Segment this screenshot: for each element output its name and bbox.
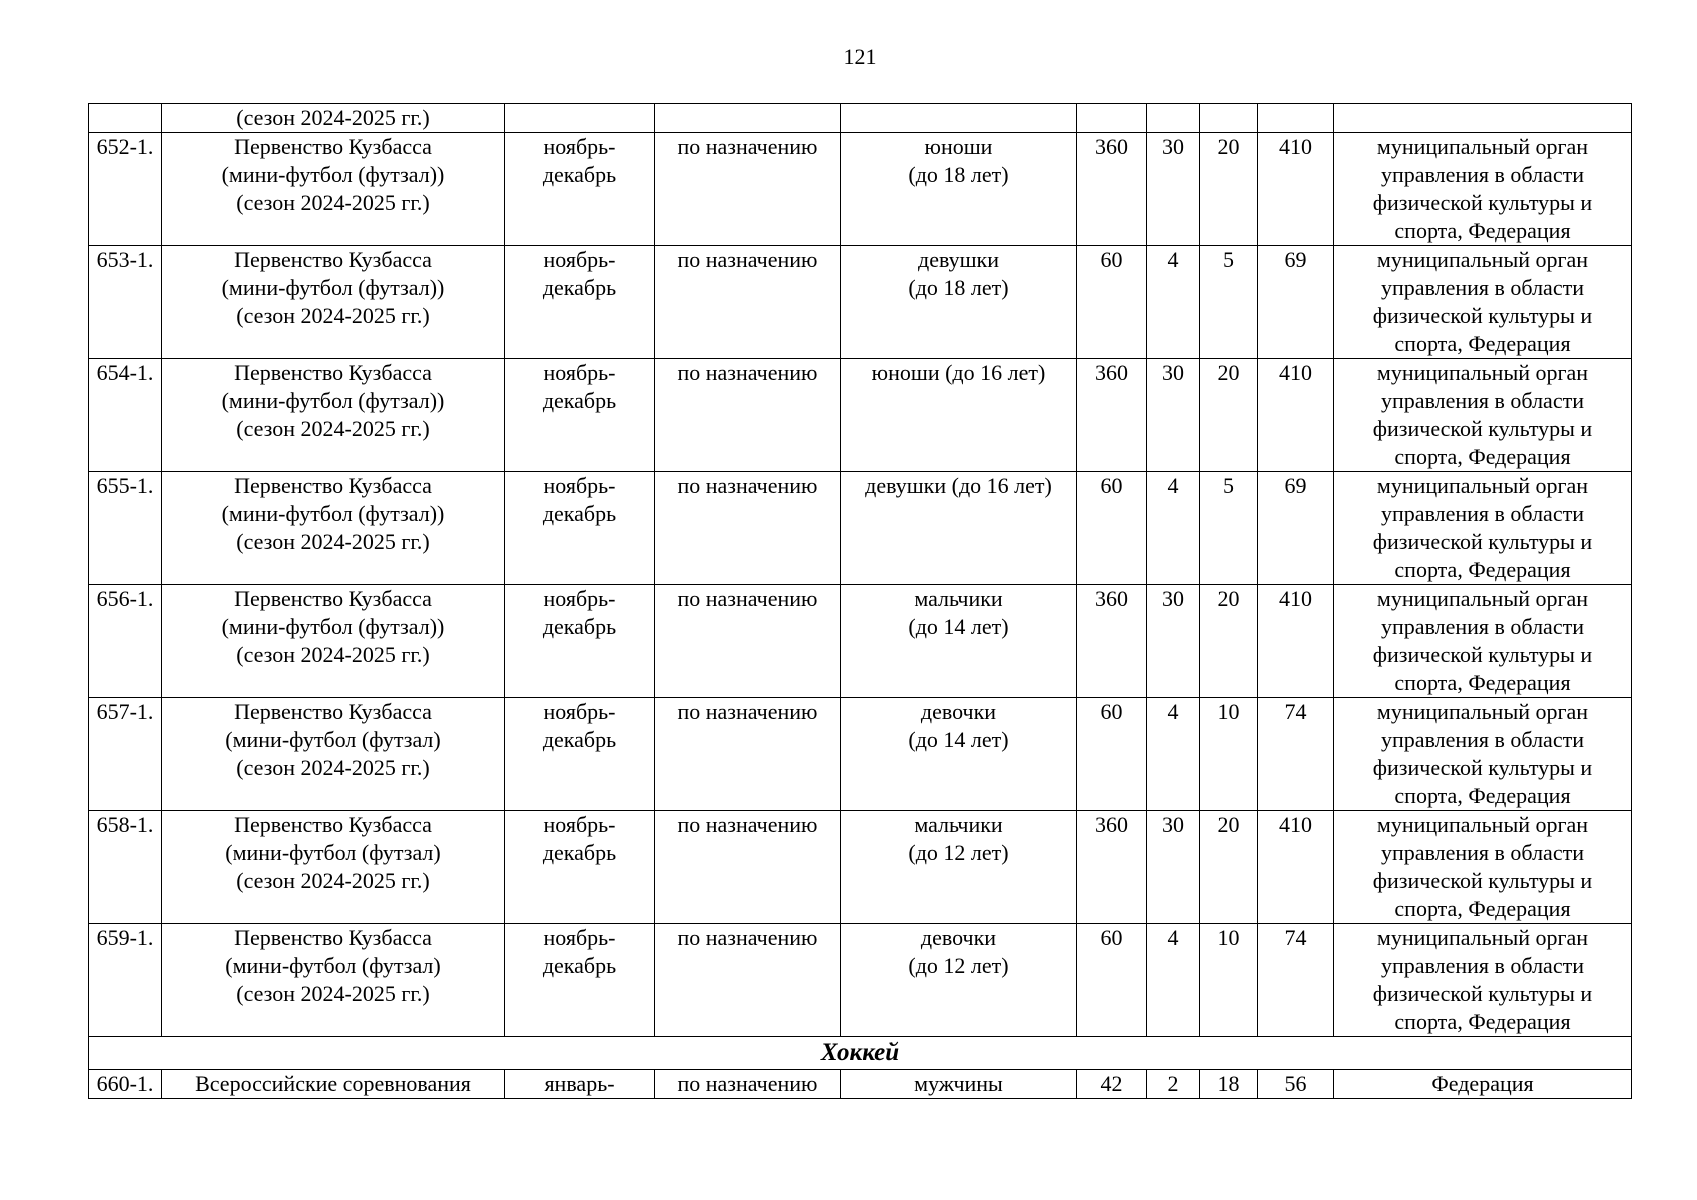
cell-c1 bbox=[1077, 1070, 1147, 1099]
cell-line: муниципальный орган bbox=[1376, 360, 1589, 385]
cell-dates bbox=[505, 246, 655, 359]
cell-organizer bbox=[1334, 104, 1632, 133]
cell-participants bbox=[841, 698, 1077, 811]
cell-line: декабрь bbox=[542, 614, 617, 639]
cell-line: спорта, Федерация bbox=[1394, 896, 1571, 921]
cell-num: 654-1. bbox=[89, 359, 162, 472]
cell-c4 bbox=[1258, 811, 1334, 924]
cell-line: 20 bbox=[1217, 134, 1240, 159]
cell-line: ноябрь- bbox=[543, 473, 616, 498]
cell-line: (сезон 2024-2025 гг.) bbox=[236, 868, 430, 893]
cell-line: декабрь bbox=[542, 162, 617, 187]
cell-line: спорта, Федерация bbox=[1394, 444, 1571, 469]
cell-c3 bbox=[1200, 104, 1258, 133]
cell-organizer bbox=[1334, 133, 1632, 246]
events-table bbox=[88, 103, 1632, 1099]
cell-name bbox=[162, 585, 505, 698]
cell-line: Первенство Кузбасса bbox=[234, 812, 432, 837]
cell-participants bbox=[841, 133, 1077, 246]
cell-venue bbox=[655, 246, 841, 359]
cell-name bbox=[162, 811, 505, 924]
cell-dates bbox=[505, 133, 655, 246]
cell-dates bbox=[505, 811, 655, 924]
cell-line: 4 bbox=[1167, 247, 1179, 272]
cell-line: 30 bbox=[1162, 586, 1184, 611]
cell-num: 658-1. bbox=[89, 811, 162, 924]
cell-c1 bbox=[1077, 924, 1147, 1037]
cell-line: 360 bbox=[1095, 812, 1128, 837]
cell-line: по назначению bbox=[677, 925, 818, 950]
cell-line: (мини-футбол (футзал) bbox=[225, 953, 441, 978]
cell-line: по назначению bbox=[677, 699, 818, 724]
cell-line: спорта, Федерация bbox=[1394, 1009, 1571, 1034]
cell-line: физической культуры и bbox=[1372, 529, 1593, 554]
cell-line: 60 bbox=[1100, 247, 1123, 272]
section-row bbox=[89, 1037, 1632, 1070]
cell-line: Первенство Кузбасса bbox=[234, 247, 432, 272]
cell-line: юноши bbox=[924, 134, 993, 159]
cell-participants bbox=[841, 104, 1077, 133]
table-row bbox=[89, 585, 1632, 698]
cell-line: Первенство Кузбасса bbox=[234, 586, 432, 611]
cell-c4 bbox=[1258, 698, 1334, 811]
cell-line: по назначению bbox=[677, 134, 818, 159]
cell-c2 bbox=[1147, 359, 1200, 472]
cell-line: Первенство Кузбасса bbox=[234, 473, 432, 498]
cell-line: спорта, Федерация bbox=[1394, 557, 1571, 582]
cell-line: 60 bbox=[1100, 473, 1123, 498]
cell-name bbox=[162, 1070, 505, 1099]
cell-organizer bbox=[1334, 359, 1632, 472]
cell-name bbox=[162, 246, 505, 359]
table-row bbox=[89, 472, 1632, 585]
cell-line: 30 bbox=[1162, 360, 1184, 385]
cell-c4 bbox=[1258, 246, 1334, 359]
cell-organizer bbox=[1334, 585, 1632, 698]
cell-c1 bbox=[1077, 359, 1147, 472]
cell-participants bbox=[841, 811, 1077, 924]
cell-line: январь- bbox=[544, 1071, 615, 1096]
cell-line: декабрь bbox=[542, 953, 617, 978]
cell-line: физической культуры и bbox=[1372, 981, 1593, 1006]
cell-c2 bbox=[1147, 811, 1200, 924]
cell-line: управления в области bbox=[1381, 727, 1584, 752]
cell-line: 410 bbox=[1279, 812, 1312, 837]
cell-line: (сезон 2024-2025 гг.) bbox=[236, 642, 430, 667]
cell-line: по назначению bbox=[677, 473, 818, 498]
cell-line: спорта, Федерация bbox=[1394, 331, 1571, 356]
cell-line: Первенство Кузбасса bbox=[234, 360, 432, 385]
cell-line: девочки bbox=[920, 699, 997, 724]
cell-num: 655-1. bbox=[89, 472, 162, 585]
cell-c2 bbox=[1147, 472, 1200, 585]
cell-line: 4 bbox=[1167, 473, 1179, 498]
cell-line: муниципальный орган bbox=[1376, 812, 1589, 837]
cell-line: мужчины bbox=[914, 1071, 1003, 1096]
cell-line: спорта, Федерация bbox=[1394, 783, 1571, 808]
cell-line: по назначению bbox=[677, 1071, 818, 1096]
cell-line: физической культуры и bbox=[1372, 642, 1593, 667]
cell-line: 20 bbox=[1217, 586, 1240, 611]
cell-dates bbox=[505, 472, 655, 585]
cell-c2 bbox=[1147, 104, 1200, 133]
cell-line: 4 bbox=[1167, 699, 1179, 724]
cell-line: по назначению bbox=[677, 247, 818, 272]
cell-dates bbox=[505, 359, 655, 472]
cell-line: ноябрь- bbox=[543, 812, 616, 837]
cell-line: управления в области bbox=[1381, 840, 1584, 865]
cell-participants bbox=[841, 472, 1077, 585]
cell-line: (до 18 лет) bbox=[908, 275, 1009, 300]
cell-line: (мини-футбол (футзал)) bbox=[221, 501, 445, 526]
cell-venue bbox=[655, 472, 841, 585]
cell-c1 bbox=[1077, 585, 1147, 698]
cell-c4 bbox=[1258, 359, 1334, 472]
cell-venue bbox=[655, 133, 841, 246]
cell-line: 74 bbox=[1284, 925, 1307, 950]
cell-line: (сезон 2024-2025 гг.) bbox=[236, 981, 430, 1006]
cell-c2 bbox=[1147, 133, 1200, 246]
cell-num: 656-1. bbox=[89, 585, 162, 698]
cell-line: по назначению bbox=[677, 586, 818, 611]
cell-line: муниципальный орган bbox=[1376, 134, 1589, 159]
cell-line: 2 bbox=[1167, 1071, 1179, 1096]
cell-line: 60 bbox=[1100, 925, 1123, 950]
cell-c1 bbox=[1077, 246, 1147, 359]
table-row bbox=[89, 1070, 1632, 1099]
cell-name bbox=[162, 133, 505, 246]
cell-line: управления в области bbox=[1381, 501, 1584, 526]
cell-line: 10 bbox=[1217, 925, 1240, 950]
cell-line: девушки (до 16 лет) bbox=[865, 473, 1052, 498]
table-body bbox=[89, 104, 1632, 1099]
cell-name: (сезон 2024-2025 гг.) bbox=[162, 104, 505, 133]
page-number: 121 bbox=[843, 44, 877, 69]
cell-line: 5 bbox=[1223, 473, 1234, 498]
cell-venue bbox=[655, 924, 841, 1037]
cell-line: (сезон 2024-2025 гг.) bbox=[236, 190, 430, 215]
cell-line: физической культуры и bbox=[1372, 303, 1593, 328]
cell-num: 652-1. bbox=[89, 133, 162, 246]
cell-line: физической культуры и bbox=[1372, 868, 1593, 893]
cell-line: ноябрь- bbox=[543, 360, 616, 385]
cell-line: 360 bbox=[1095, 134, 1128, 159]
cell-line: 69 bbox=[1284, 247, 1307, 272]
cell-line: (мини-футбол (футзал)) bbox=[221, 614, 445, 639]
cell-dates bbox=[505, 924, 655, 1037]
cell-venue bbox=[655, 585, 841, 698]
cell-dates bbox=[505, 585, 655, 698]
cell-line: Федерация bbox=[1431, 1071, 1534, 1096]
cell-line: ноябрь- bbox=[543, 586, 616, 611]
cell-line: (до 12 лет) bbox=[908, 953, 1009, 978]
cell-venue bbox=[655, 104, 841, 133]
section-title: Хоккей bbox=[89, 1037, 1632, 1070]
cell-dates bbox=[505, 698, 655, 811]
cell-line: 42 bbox=[1100, 1071, 1123, 1096]
cell-line: (сезон 2024-2025 гг.) bbox=[236, 529, 430, 554]
cell-c3 bbox=[1200, 472, 1258, 585]
cell-name bbox=[162, 359, 505, 472]
cell-line: муниципальный орган bbox=[1376, 699, 1589, 724]
cell-line: декабрь bbox=[542, 388, 617, 413]
cell-line: (до 14 лет) bbox=[908, 614, 1009, 639]
cell-line: 410 bbox=[1279, 134, 1312, 159]
table-row bbox=[89, 359, 1632, 472]
cell-c2 bbox=[1147, 698, 1200, 811]
cell-line: физической культуры и bbox=[1372, 755, 1593, 780]
cell-venue bbox=[655, 698, 841, 811]
cell-dates bbox=[505, 1070, 655, 1099]
table-row bbox=[89, 698, 1632, 811]
cell-name bbox=[162, 924, 505, 1037]
cell-line: муниципальный орган bbox=[1376, 247, 1589, 272]
cell-c3 bbox=[1200, 133, 1258, 246]
cell-participants bbox=[841, 924, 1077, 1037]
cell-c4 bbox=[1258, 472, 1334, 585]
cell-line: 69 bbox=[1284, 473, 1307, 498]
cell-c3 bbox=[1200, 585, 1258, 698]
cell-line: (мини-футбол (футзал) bbox=[225, 840, 441, 865]
cell-participants bbox=[841, 246, 1077, 359]
cell-line: 30 bbox=[1162, 812, 1184, 837]
cell-line: муниципальный орган bbox=[1376, 586, 1589, 611]
cell-line: 30 bbox=[1162, 134, 1184, 159]
cell-c3 bbox=[1200, 924, 1258, 1037]
cell-line: декабрь bbox=[542, 840, 617, 865]
cell-c4 bbox=[1258, 924, 1334, 1037]
cell-num: 653-1. bbox=[89, 246, 162, 359]
cell-line: ноябрь- bbox=[543, 247, 616, 272]
cell-line: девушки bbox=[918, 247, 999, 272]
cell-line: управления в области bbox=[1381, 275, 1584, 300]
cell-line: по назначению bbox=[677, 360, 818, 385]
table-row bbox=[89, 924, 1632, 1037]
cell-name bbox=[162, 698, 505, 811]
cell-line: Первенство Кузбасса bbox=[234, 925, 432, 950]
cell-organizer bbox=[1334, 811, 1632, 924]
cell-line: (сезон 2024-2025 гг.) bbox=[236, 303, 430, 328]
cell-organizer bbox=[1334, 472, 1632, 585]
cell-dates bbox=[505, 104, 655, 133]
cell-line: ноябрь- bbox=[543, 699, 616, 724]
cell-participants bbox=[841, 359, 1077, 472]
cell-participants bbox=[841, 585, 1077, 698]
cell-line: мальчики bbox=[914, 586, 1003, 611]
cell-line: 4 bbox=[1167, 925, 1179, 950]
cell-c2 bbox=[1147, 585, 1200, 698]
cell-line: 360 bbox=[1095, 586, 1128, 611]
cell-line: 5 bbox=[1223, 247, 1234, 272]
cell-line: (до 12 лет) bbox=[908, 840, 1009, 865]
cell-line: (до 14 лет) bbox=[908, 727, 1009, 752]
cell-c4 bbox=[1258, 1070, 1334, 1099]
cell-c4 bbox=[1258, 104, 1334, 133]
cell-c3 bbox=[1200, 359, 1258, 472]
cell-line: (мини-футбол (футзал) bbox=[225, 727, 441, 752]
cell-line: (сезон 2024-2025 гг.) bbox=[236, 416, 430, 441]
cell-num: 660-1. bbox=[89, 1070, 162, 1099]
cell-line: юноши (до 16 лет) bbox=[871, 360, 1046, 385]
cell-line: (мини-футбол (футзал)) bbox=[221, 388, 445, 413]
cell-line: спорта, Федерация bbox=[1394, 218, 1571, 243]
cell-line: декабрь bbox=[542, 501, 617, 526]
table-row bbox=[89, 811, 1632, 924]
cell-c4 bbox=[1258, 585, 1334, 698]
cell-c1 bbox=[1077, 104, 1147, 133]
cell-line: 20 bbox=[1217, 812, 1240, 837]
cell-line: по назначению bbox=[677, 812, 818, 837]
cell-organizer bbox=[1334, 924, 1632, 1037]
cell-line: муниципальный орган bbox=[1376, 925, 1589, 950]
cell-c1 bbox=[1077, 698, 1147, 811]
cell-line: девочки bbox=[920, 925, 997, 950]
cell-line: спорта, Федерация bbox=[1394, 670, 1571, 695]
cell-line: 10 bbox=[1217, 699, 1240, 724]
cell-c2 bbox=[1147, 1070, 1200, 1099]
cell-c3 bbox=[1200, 1070, 1258, 1099]
cell-num: 659-1. bbox=[89, 924, 162, 1037]
cell-name bbox=[162, 472, 505, 585]
cell-c1 bbox=[1077, 811, 1147, 924]
cell-line: 18 bbox=[1217, 1071, 1240, 1096]
cell-c4 bbox=[1258, 133, 1334, 246]
cell-line: Первенство Кузбасса bbox=[234, 134, 432, 159]
cell-line: управления в области bbox=[1381, 614, 1584, 639]
cell-venue bbox=[655, 811, 841, 924]
cell-num: 657-1. bbox=[89, 698, 162, 811]
cell-line: физической культуры и bbox=[1372, 416, 1593, 441]
table-row bbox=[89, 246, 1632, 359]
cell-line: 56 bbox=[1284, 1071, 1307, 1096]
cell-c3 bbox=[1200, 698, 1258, 811]
cell-c3 bbox=[1200, 246, 1258, 359]
cell-line: мальчики bbox=[914, 812, 1003, 837]
cell-line: управления в области bbox=[1381, 162, 1584, 187]
cell-venue bbox=[655, 359, 841, 472]
cell-c2 bbox=[1147, 924, 1200, 1037]
cell-line: 60 bbox=[1100, 699, 1123, 724]
cell-line: управления в области bbox=[1381, 388, 1584, 413]
cell-line: муниципальный орган bbox=[1376, 473, 1589, 498]
cell-c2 bbox=[1147, 246, 1200, 359]
cell-line: 74 bbox=[1284, 699, 1307, 724]
cell-venue bbox=[655, 1070, 841, 1099]
cell-participants bbox=[841, 1070, 1077, 1099]
cell-c3 bbox=[1200, 811, 1258, 924]
cell-c1 bbox=[1077, 472, 1147, 585]
cell-line: 360 bbox=[1095, 360, 1128, 385]
continuation-row bbox=[89, 104, 1632, 133]
cell-line: ноябрь- bbox=[543, 134, 616, 159]
cell-num bbox=[89, 104, 162, 133]
cell-line: декабрь bbox=[542, 275, 617, 300]
cell-line: управления в области bbox=[1381, 953, 1584, 978]
cell-line: Первенство Кузбасса bbox=[234, 699, 432, 724]
cell-line: декабрь bbox=[542, 727, 617, 752]
cell-line: (сезон 2024-2025 гг.) bbox=[236, 755, 430, 780]
cell-c1 bbox=[1077, 133, 1147, 246]
table-row bbox=[89, 133, 1632, 246]
cell-line: 20 bbox=[1217, 360, 1240, 385]
cell-line: (до 18 лет) bbox=[908, 162, 1009, 187]
cell-line: Всероссийские соревнования bbox=[195, 1071, 471, 1096]
cell-organizer bbox=[1334, 1070, 1632, 1099]
cell-line: 410 bbox=[1279, 360, 1312, 385]
cell-organizer bbox=[1334, 246, 1632, 359]
cell-line: ноябрь- bbox=[543, 925, 616, 950]
cell-organizer bbox=[1334, 698, 1632, 811]
cell-line: (мини-футбол (футзал)) bbox=[221, 162, 445, 187]
cell-line: физической культуры и bbox=[1372, 190, 1593, 215]
cell-line: 410 bbox=[1279, 586, 1312, 611]
cell-line: (мини-футбол (футзал)) bbox=[221, 275, 445, 300]
